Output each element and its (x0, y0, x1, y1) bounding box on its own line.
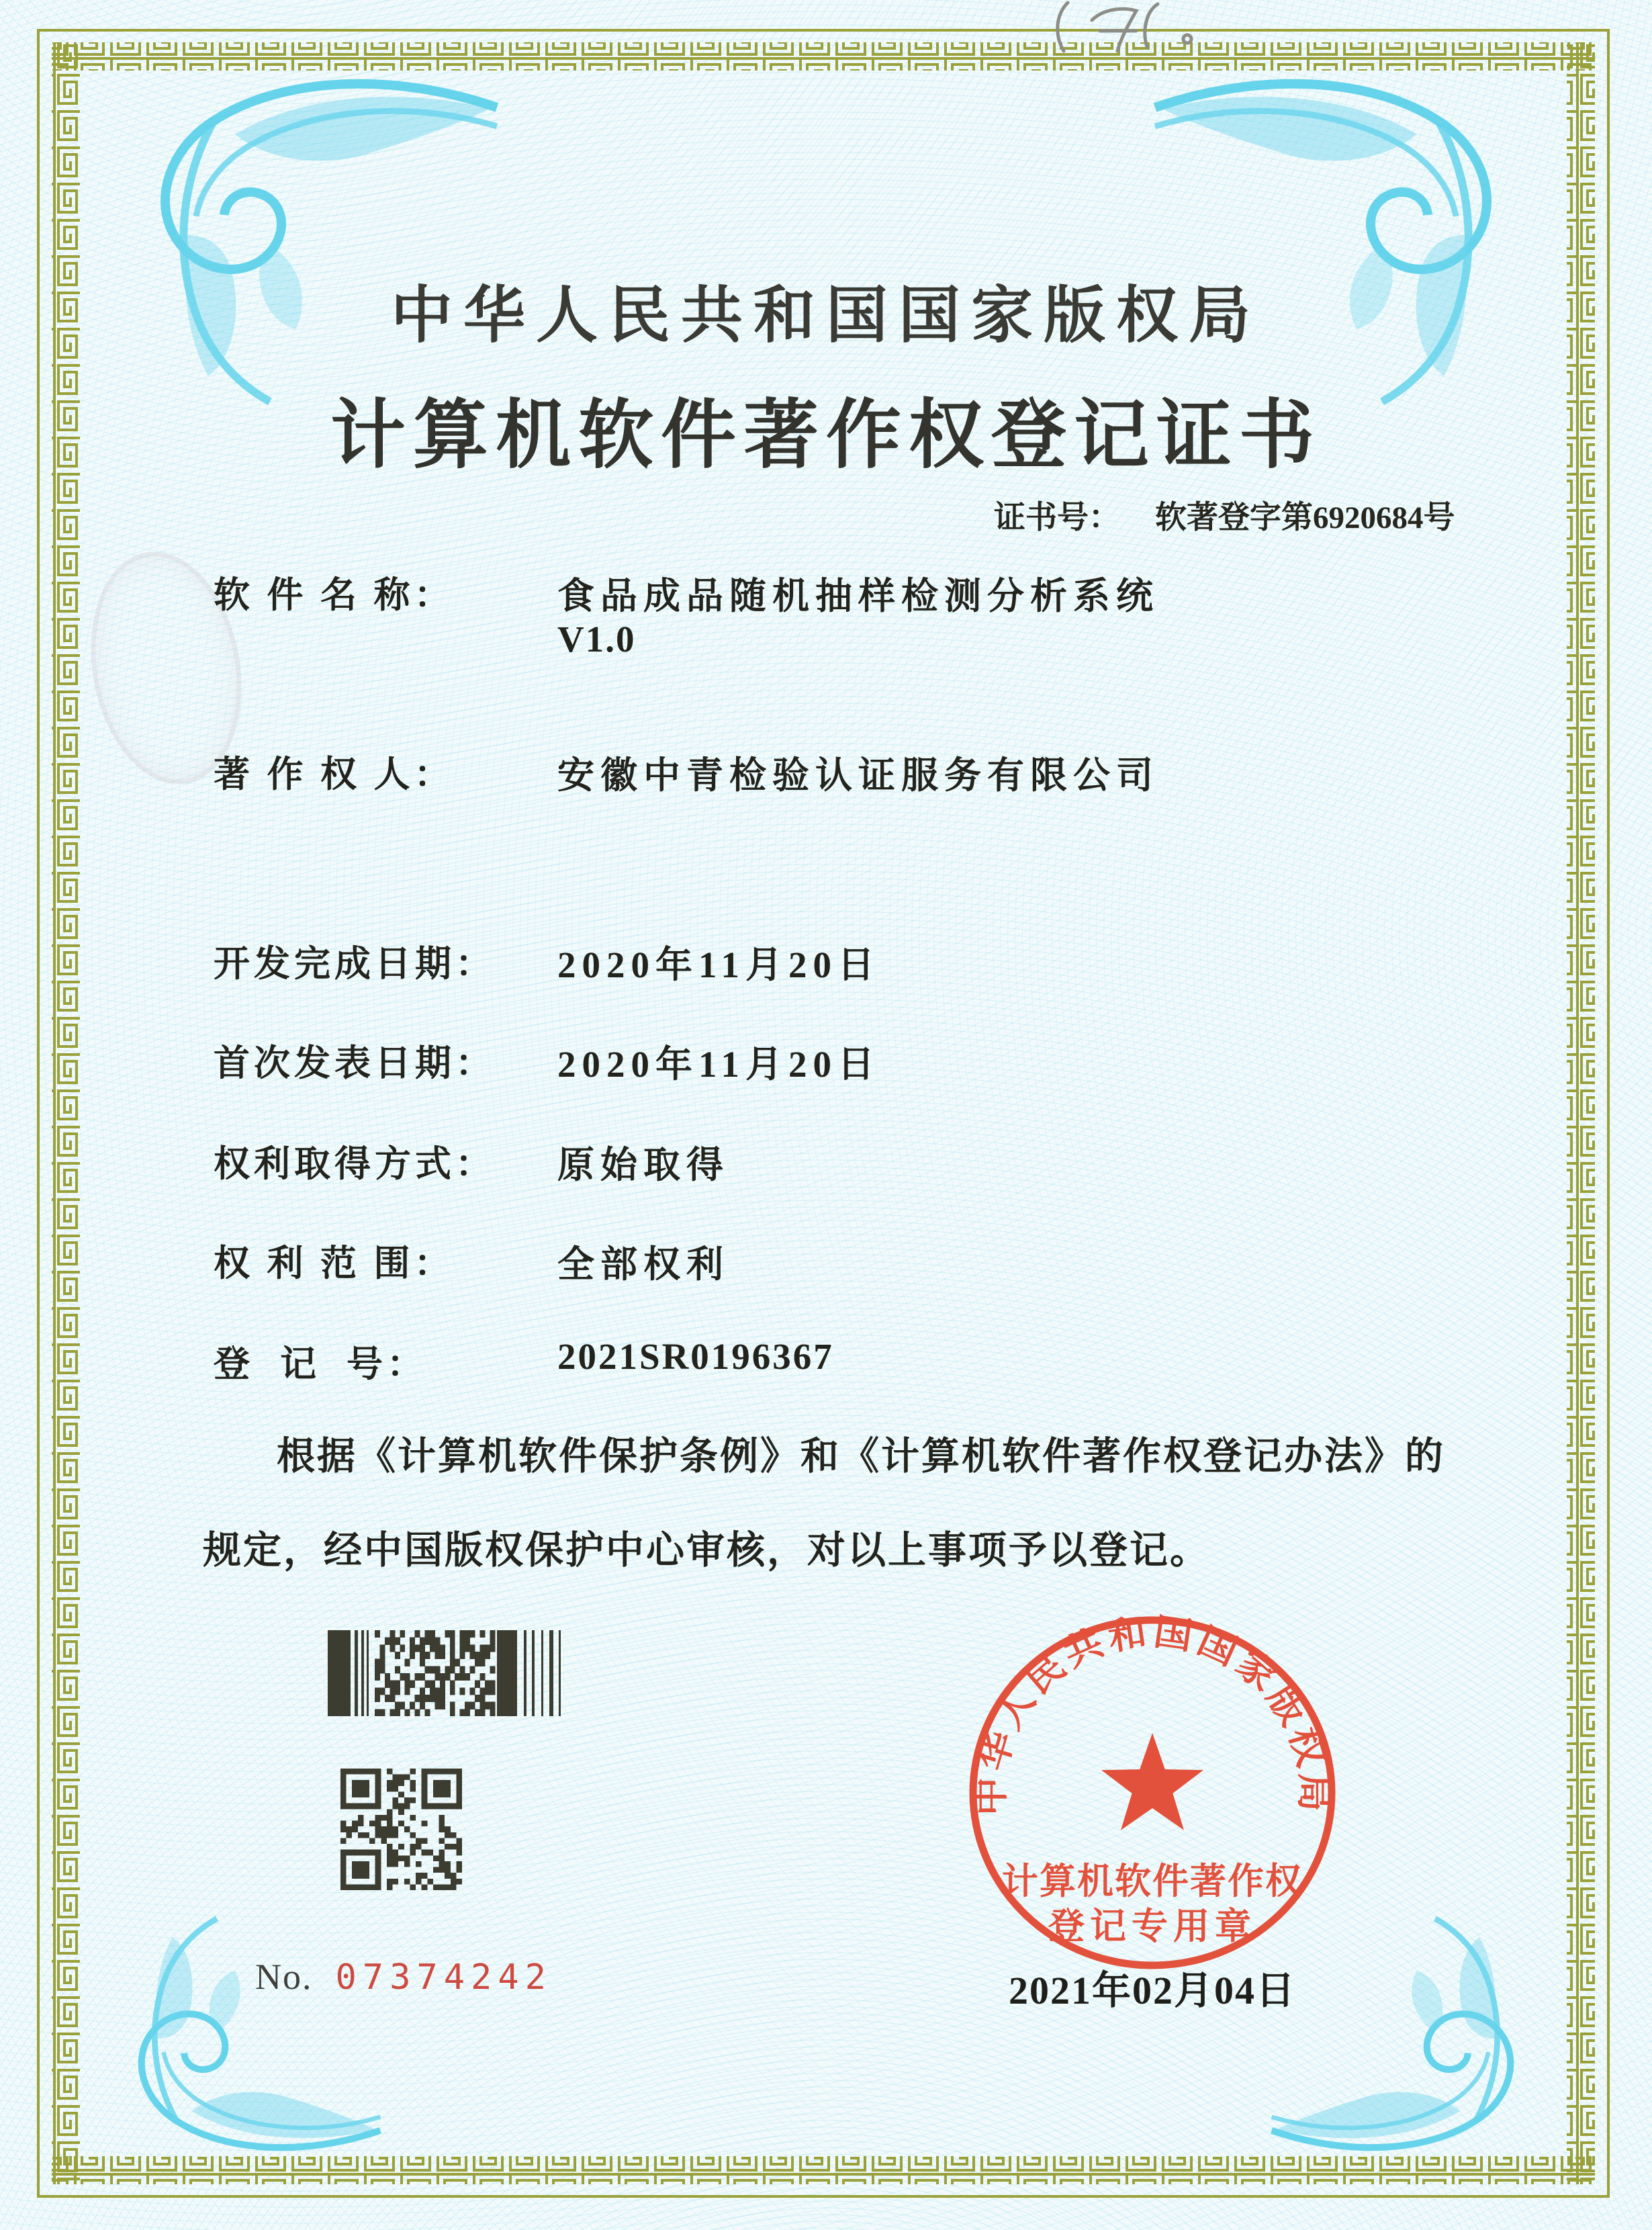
certificate-number-label: 证书号： (994, 500, 1120, 535)
serial-label: No. (255, 1957, 313, 1997)
issue-date: 2021年02月04日 (1008, 1969, 1296, 2012)
dev-complete-date-value: 2020年11月20日 (557, 944, 880, 985)
software-name-label: 软 件 名 称： (214, 575, 455, 615)
first-publish-date-value: 2020年11月20日 (557, 1044, 880, 1085)
qr-code-icon (340, 1769, 462, 1890)
seal-line-2: 登记专用章 (1048, 1906, 1256, 1947)
seal-ring-text: 中华人民共和国国家版权局 (970, 1611, 1335, 1816)
registration-number-value: 2021SR0196367 (557, 1336, 834, 1377)
barcode-icon (328, 1630, 563, 1716)
rights-scope-label: 权 利 范 围： (214, 1243, 455, 1284)
corner-flourish-bottom-left (142, 1918, 381, 2147)
certificate-number-value: 软著登字第6920684号 (1155, 500, 1455, 535)
certificate-title: 计算机软件著作权登记证书 (330, 394, 1322, 478)
rights-scope-value: 全部权利 (557, 1244, 730, 1285)
serial-number-row (255, 1956, 552, 1998)
seal-line-1: 计算机软件著作权 (1002, 1861, 1303, 1902)
copyright-owner-value: 安徽中青检验认证服务有限公司 (557, 755, 1160, 796)
certificate-number-row (994, 492, 1455, 537)
first-publish-date-label: 首次发表日期： (214, 1043, 496, 1083)
registration-number-label: 登 记 号： (214, 1344, 427, 1384)
handwritten-note (1034, 0, 1209, 56)
star-icon (1101, 1733, 1203, 1830)
dev-complete-date-label: 开发完成日期： (214, 944, 496, 984)
software-name-value: 食品成品随机抽样检测分析系统 (557, 576, 1160, 617)
copyright-owner-label: 著 作 权 人： (214, 754, 455, 795)
rights-acquisition-label: 权利取得方式： (214, 1144, 496, 1184)
rights-acquisition-value: 原始取得 (557, 1145, 730, 1186)
statement-line-2: 规定，经中国版权保护中心审核，对以上事项予以登记。 (203, 1529, 1210, 1572)
issuing-authority: 中华人民共和国国家版权局 (390, 281, 1261, 350)
statement-line-1: 根据《计算机软件保护条例》和《计算机软件著作权登记办法》的 (277, 1435, 1445, 1478)
serial-number: 07374242 (335, 1957, 552, 1998)
software-version-value: V1.0 (557, 619, 636, 660)
